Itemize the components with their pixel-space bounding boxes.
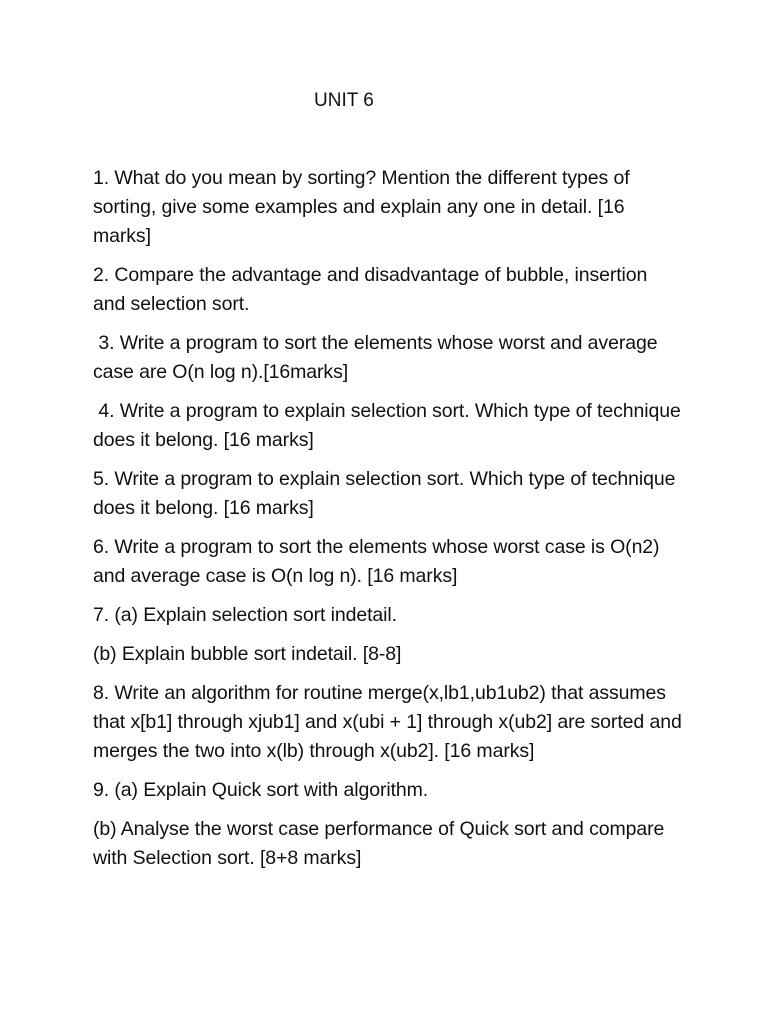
question-item: 2. Compare the advantage and disadvantage of bubble, insertion and selection sort.	[93, 264, 653, 315]
question-item: 3. Write a program to sort the elements whose worst and average case are O(n log n).[16marks]	[93, 332, 663, 383]
question-item: 9. (a) Explain Quick sort with algorithm.	[93, 779, 429, 801]
question-item: 7. (a) Explain selection sort indetail.	[93, 604, 397, 626]
question-item: 1. What do you mean by sorting? Mention the different types of sorting, give some examples and explain any one in detail. [16 marks]	[93, 167, 635, 247]
question-list	[93, 164, 688, 883]
question-item: 5. Write a program to explain selection sort. Which type of technique does it belong. [16 marks]	[93, 468, 681, 519]
page-title: UNIT 6	[314, 90, 374, 111]
question-item: 4. Write a program to explain selection sort. Which type of technique does it belong. [16 marks]	[93, 400, 687, 451]
question-item: 8. Write an algorithm for routine merge(x,lb1,ub1ub2) that assumes that x[b1] through xjub1] and x(ubi + 1] through x(ub2] are sorted and merges the two into x(lb) through x(ub2]. [16 marks]	[93, 682, 688, 762]
question-item: (b) Explain bubble sort indetail. [8-8]	[93, 643, 402, 665]
question-item: (b) Analyse the worst case performance of Quick sort and compare with Selection sort. [8+8 marks]	[93, 818, 670, 869]
question-item: 6. Write a program to sort the elements whose worst case is O(n2) and average case is O(n log n). [16 marks]	[93, 536, 665, 587]
